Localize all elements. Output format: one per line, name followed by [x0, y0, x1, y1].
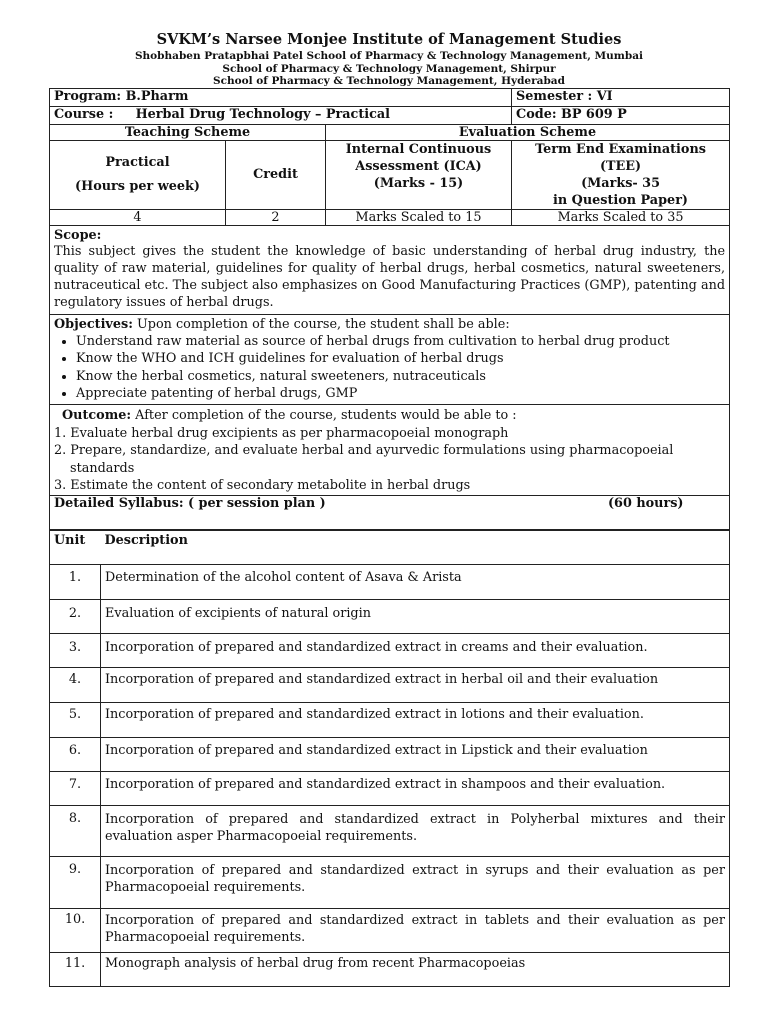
syllabus-heading-cell	[50, 495, 730, 529]
course-label: Course :	[54, 106, 114, 122]
unit-description: Incorporation of prepared and standardized extract in Polyherbal mixtures and their evaluation asper Pharmacopoeial requirements.	[101, 805, 730, 856]
unit-number: 4.	[50, 667, 101, 702]
unit-number: 3.	[50, 633, 101, 667]
unit-number: 8.	[50, 805, 101, 856]
school-shirpur: School of Pharmacy & Technology Management, Shirpur	[222, 62, 556, 75]
table-row	[50, 952, 730, 986]
tee-heading	[512, 140, 730, 209]
table-row	[50, 702, 730, 737]
col-unit-header: Unit	[50, 530, 101, 564]
scope-label: Scope:	[54, 227, 102, 243]
evaluation-scheme-heading: Evaluation Scheme	[326, 124, 730, 140]
scope-text: This subject gives the student the knowledge of basic understanding of herbal drug industry, the quality of raw material, guidelines for quality of herbal drugs, herbal cosmetics, natural sweeteners, nutraceutical etc. The subject also emphasizes on Good Manufacturing Practices (GMP), patenting and regulatory issues of herbal drugs.	[54, 243, 726, 310]
ica-value: Marks Scaled to 15	[326, 209, 512, 225]
teaching-scheme-heading: Teaching Scheme	[50, 124, 326, 140]
objectives-intro-line	[54, 316, 725, 333]
institute-name: SVKM’s Narsee Monjee Institute of Management Studies	[156, 31, 622, 48]
credit-heading: Credit	[226, 140, 326, 209]
objectives-section	[50, 314, 730, 404]
unit-number: 2.	[50, 599, 101, 633]
practical-heading	[50, 140, 226, 209]
course-table	[49, 88, 730, 530]
syllabus-label: Detailed Syllabus: ( per session plan )	[54, 495, 326, 511]
tee-line-3: in Question Paper)	[553, 192, 688, 208]
unit-number: 6.	[50, 737, 101, 771]
col-description-header: Description	[101, 530, 730, 564]
unit-description: Incorporation of prepared and standardized extract in Lipstick and their evaluation	[101, 737, 730, 771]
unit-number: 7.	[50, 771, 101, 805]
table-row	[50, 908, 730, 952]
list-item: • Know the herbal cosmetics, natural sweeteners, nutraceuticals	[76, 368, 725, 386]
tee-value: Marks Scaled to 35	[512, 209, 730, 225]
unit-description: Evaluation of excipients of natural origin	[101, 599, 730, 633]
outcome-list	[54, 425, 725, 495]
unit-number: 9.	[50, 856, 101, 908]
document-header	[49, 30, 729, 88]
course-name: Herbal Drug Technology – Practical	[135, 106, 391, 122]
course-cell	[50, 106, 512, 124]
objectives-list	[54, 333, 725, 403]
outcome-label: Outcome:	[62, 407, 132, 423]
table-row	[50, 856, 730, 908]
credit-value: 2	[226, 209, 326, 225]
practical-label: Practical	[105, 154, 170, 170]
ica-line-1: Internal Continuous	[345, 141, 492, 157]
tee-line-1: Term End Examinations (TEE)	[535, 141, 706, 174]
school-mumbai: Shobhaben Pratapbhai Patel School of Pharmacy & Technology Management, Mumbai	[134, 50, 644, 62]
unit-number: 5.	[50, 702, 101, 737]
table-row	[50, 633, 730, 667]
syllabus-hours: (60 hours)	[608, 495, 684, 511]
unit-number: 1.	[50, 564, 101, 599]
objectives-intro: Upon completion of the course, the student shall be able:	[132, 316, 510, 332]
semester-cell: Semester : VI	[512, 88, 730, 106]
list-item: • Understand raw material as source of herbal drugs from cultivation to herbal drug product	[76, 333, 725, 351]
list-item: 1. Evaluate herbal drug excipients as per pharmacopoeial monograph	[54, 425, 509, 441]
table-row	[50, 599, 730, 633]
unit-description: Incorporation of prepared and standardized extract in creams and their evaluation.	[101, 633, 730, 667]
unit-number: 10.	[50, 908, 101, 952]
table-row	[50, 805, 730, 856]
syllabus-table	[49, 530, 730, 987]
program-cell: Program: B.Pharm	[50, 88, 512, 106]
unit-description: Incorporation of prepared and standardized extract in syrups and their evaluation as per Pharmacopoeial requirements.	[101, 856, 730, 908]
unit-description: Incorporation of prepared and standardized extract in shampoos and their evaluation.	[101, 771, 730, 805]
table-row	[50, 737, 730, 771]
unit-description: Incorporation of prepared and standardized extract in herbal oil and their evaluation	[101, 667, 730, 702]
unit-description: Monograph analysis of herbal drug from recent Pharmacopoeias	[101, 952, 730, 986]
table-row	[50, 564, 730, 599]
hours-value: 4	[50, 209, 226, 225]
list-item: 3. Estimate the content of secondary metabolite in herbal drugs	[54, 478, 471, 493]
objectives-label: Objectives:	[54, 316, 133, 332]
ica-heading	[326, 140, 512, 209]
unit-description: Incorporation of prepared and standardized extract in lotions and their evaluation.	[101, 702, 730, 737]
outcome-intro: After completion of the course, students would be able to :	[131, 407, 517, 423]
table-row	[50, 771, 730, 805]
hours-label: (Hours per week)	[75, 178, 200, 194]
list-item: 2. Prepare, standardize, and evaluate herbal and ayurvedic formulations using pharmacopoeial standards	[54, 443, 674, 476]
syllabus-page	[49, 30, 729, 987]
ica-line-2: Assessment (ICA)	[355, 158, 482, 174]
tee-line-2: (Marks- 35	[581, 175, 660, 191]
unit-description: Determination of the alcohol content of Asava & Arista	[101, 564, 730, 599]
code-cell: Code: BP 609 P	[512, 106, 730, 124]
list-item: • Appreciate patenting of herbal drugs, GMP	[76, 385, 725, 403]
unit-number: 11.	[50, 952, 101, 986]
unit-description: Incorporation of prepared and standardized extract in tablets and their evaluation as per Pharmacopoeial requirements.	[101, 908, 730, 952]
scope-section	[50, 225, 730, 314]
list-item: • Know the WHO and ICH guidelines for evaluation of herbal drugs	[76, 350, 725, 368]
school-hyderabad: School of Pharmacy & Technology Management, Hyderabad	[213, 75, 565, 87]
outcome-section	[50, 404, 730, 495]
ica-line-3: (Marks - 15)	[373, 175, 464, 191]
outcome-intro-line	[54, 406, 725, 425]
table-row	[50, 667, 730, 702]
